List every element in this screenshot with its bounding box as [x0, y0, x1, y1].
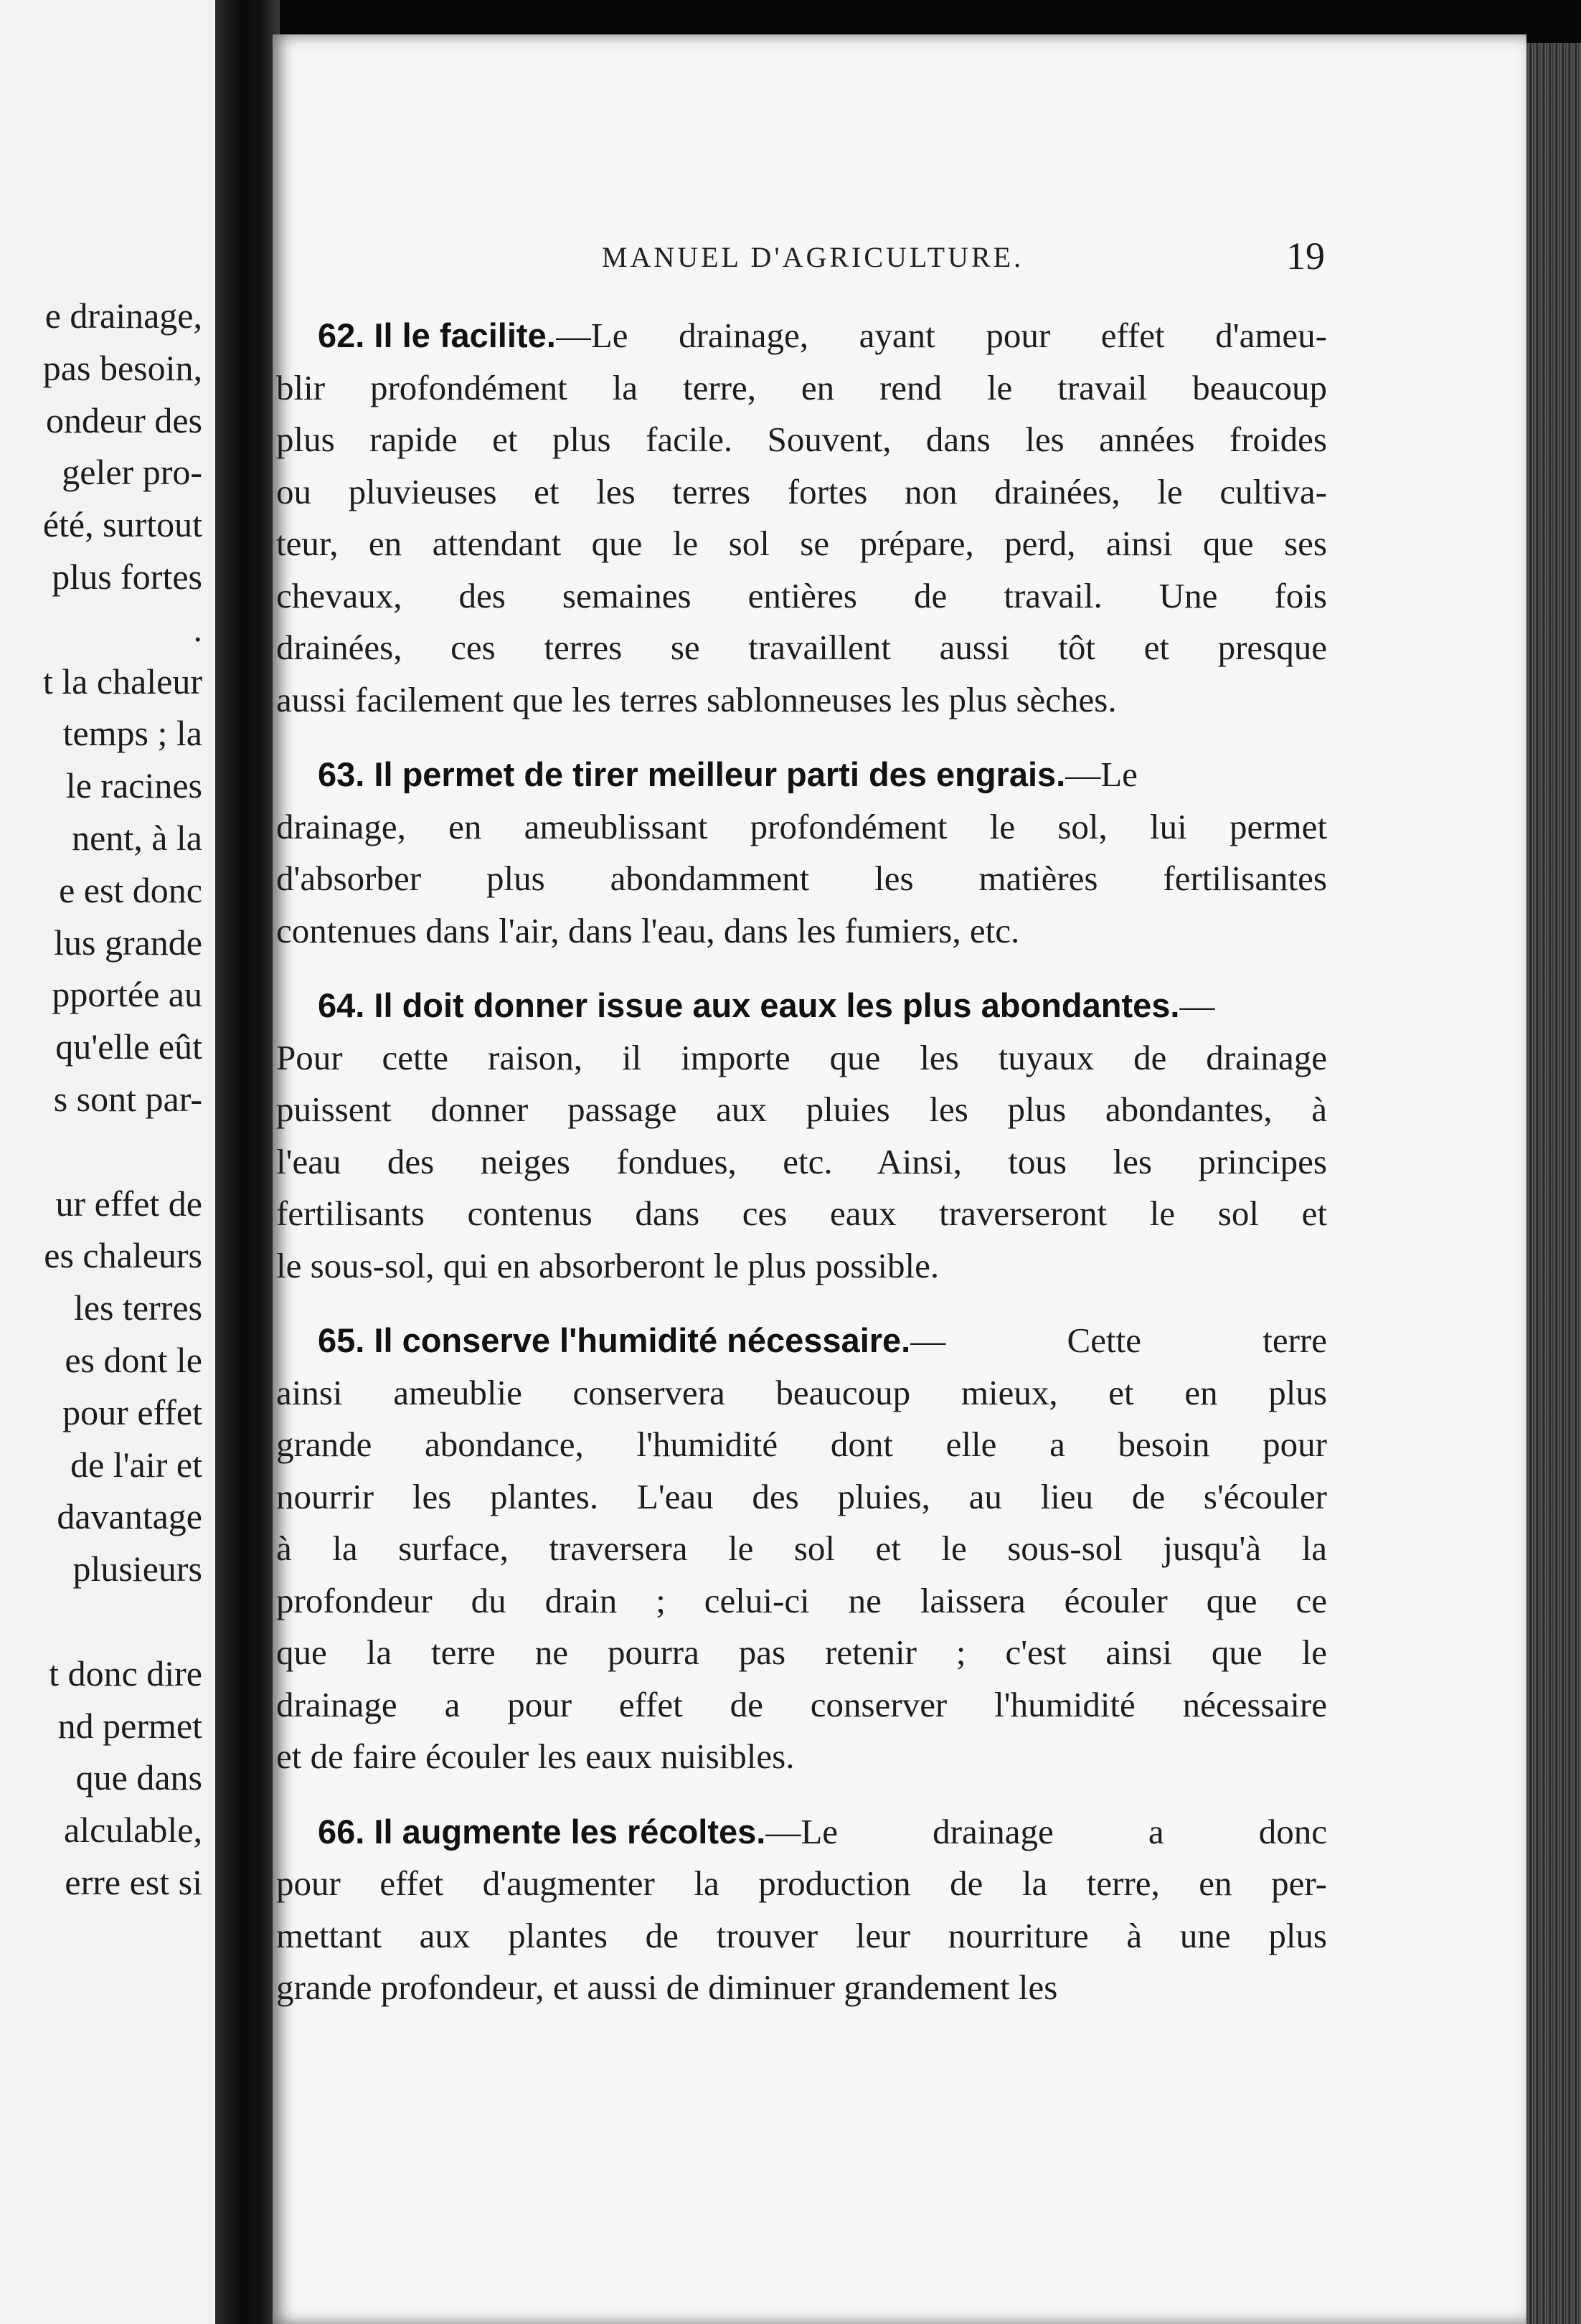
text-line: [276, 1858, 1327, 1910]
text-run: —Le drainage, ayant pour effet d'ameu-: [555, 316, 1327, 355]
text-line: [276, 466, 1327, 519]
section-heading: 66. Il augmente les récoltes.: [318, 1812, 766, 1851]
text-line: [276, 1367, 1327, 1420]
text-run: mettant aux plantes de trouver leur nourriture à une plus: [276, 1915, 1327, 1955]
paragraph-first-line: [276, 980, 1327, 1032]
paragraph: [276, 980, 1327, 1292]
left-page-fragment: [0, 0, 215, 2324]
section-heading: 62. Il le facilite.: [318, 316, 556, 354]
text-run: nourrir les plantes. L'eau des pluies, au lieu de s'écouler: [276, 1476, 1327, 1516]
paragraph-first-line: [276, 310, 1327, 362]
left-page-line: été, surtout: [42, 504, 202, 545]
text-line: [276, 518, 1327, 570]
text-line: [276, 622, 1327, 674]
text-run: drainage, en ameublissant profondément le sol, lui permet: [276, 806, 1327, 846]
text-line: [276, 1962, 1327, 2014]
paragraph: [276, 1315, 1327, 1783]
text-line: [276, 414, 1327, 466]
paragraph: [276, 749, 1327, 957]
body-text: [276, 310, 1327, 2037]
text-line: [276, 1731, 1327, 1783]
left-page-line: es chaleurs: [44, 1235, 202, 1276]
text-line: [276, 1679, 1327, 1732]
left-page-line: plus fortes: [52, 557, 202, 597]
left-page-line: pas besoin,: [42, 347, 202, 388]
left-page-line: alculable,: [64, 1810, 202, 1851]
left-page-line: t la chaleur: [42, 661, 202, 702]
text-line: [276, 674, 1327, 727]
text-line: [276, 801, 1327, 854]
left-page-line: le racines: [65, 765, 202, 806]
left-page-line: pour effet: [62, 1392, 202, 1432]
text-line: [276, 1240, 1327, 1293]
text-line: [276, 1471, 1327, 1524]
text-line: [276, 362, 1327, 415]
text-line: [276, 1032, 1327, 1085]
text-run: d'absorber plus abondamment les matières fertilisantes: [276, 859, 1327, 898]
left-page-line: e est donc: [59, 869, 202, 910]
text-run: grande abondance, l'humidité dont elle a besoin pour: [276, 1425, 1327, 1464]
text-run: fertilisants contenus dans ces eaux traverseront le sol et: [276, 1194, 1327, 1233]
text-run: l'eau des neiges fondues, etc. Ainsi, tous les principes: [276, 1141, 1327, 1181]
paragraph-first-line: [276, 1315, 1327, 1367]
text-run: Pour cette raison, il importe que les tuyaux de drainage: [276, 1037, 1327, 1077]
left-page-line: .: [193, 608, 202, 649]
text-line: [276, 570, 1327, 623]
section-heading: 65. Il conserve l'humidité nécessaire.: [318, 1321, 911, 1359]
left-page-line: que dans: [75, 1757, 202, 1798]
text-run: ainsi ameublie conservera beaucoup mieux, et en plus: [276, 1372, 1327, 1412]
text-run: — Cette terre: [910, 1321, 1327, 1360]
text-run: drainage a pour effet de conserver l'humidité nécessaire: [276, 1684, 1327, 1724]
text-run: grande profondeur, et aussi de diminuer grandement les: [276, 1968, 1058, 2007]
text-line: [276, 1523, 1327, 1575]
paragraph-first-line: [276, 1806, 1327, 1858]
text-run: teur, en attendant que le sol se prépare, perd, ainsi que ses: [276, 524, 1327, 563]
section-heading: 63. Il permet de tirer meilleur parti des engrais.: [318, 755, 1066, 793]
text-run: —Le drainage a donc: [765, 1811, 1327, 1851]
text-run: —: [1179, 986, 1215, 1025]
left-page-line: nd permet: [57, 1705, 202, 1746]
text-run: le sous-sol, qui en absorberont le plus possible.: [276, 1245, 940, 1285]
text-line: [276, 1136, 1327, 1189]
left-page-line: nent, à la: [72, 818, 202, 858]
text-run: que la terre ne pourra pas retenir ; c'est ainsi que le: [276, 1633, 1327, 1672]
left-page-line: ur effet de: [55, 1183, 202, 1224]
left-page-line: t donc dire: [49, 1653, 202, 1694]
book-gutter: [215, 0, 280, 2324]
text-line: [276, 1084, 1327, 1136]
text-run: chevaux, des semaines entières de travail. Une fois: [276, 575, 1327, 615]
left-page-line: les terres: [73, 1288, 202, 1328]
left-page-line: de l'air et: [70, 1444, 202, 1485]
text-run: drainées, ces terres se travaillent aussi tôt et presque: [276, 628, 1327, 667]
text-run: puissent donner passage aux pluies les plus abondantes, à: [276, 1090, 1327, 1129]
paragraph: [276, 1806, 1327, 2014]
text-line: [276, 1575, 1327, 1628]
left-page-line: ondeur des: [46, 400, 202, 440]
section-heading: 64. Il doit donner issue aux eaux les plus abondantes.: [318, 986, 1180, 1024]
paragraph-first-line: [276, 749, 1327, 801]
left-page-line: plusieurs: [72, 1549, 202, 1590]
text-line: [276, 1627, 1327, 1679]
left-page-line: temps ; la: [62, 713, 202, 754]
left-page-line: pportée au: [52, 974, 202, 1015]
left-page-line: lus grande: [54, 922, 202, 963]
text-run: blir profondément la terre, en rend le travail beaucoup: [276, 367, 1327, 407]
left-page-line: davantage: [57, 1496, 202, 1537]
left-page-line: es dont le: [65, 1340, 202, 1380]
paragraph: [276, 310, 1327, 726]
text-run: ou pluvieuses et les terres fortes non drainées, le cultiva-: [276, 471, 1327, 511]
left-page-line: e drainage,: [44, 296, 202, 336]
left-page-line: geler pro-: [62, 452, 202, 493]
text-run: et de faire écouler les eaux nuisibles.: [276, 1737, 795, 1776]
text-line: [276, 853, 1327, 905]
left-page-line: s sont par-: [53, 1079, 202, 1119]
left-page-line: erre est si: [65, 1862, 202, 1902]
text-run: —Le: [1065, 755, 1138, 794]
running-head: MANUEL D'AGRICULTURE.: [601, 241, 1024, 273]
page-number: 19: [1286, 235, 1325, 278]
text-run: plus rapide et plus facile. Souvent, dans les années froides: [276, 420, 1327, 459]
text-line: [276, 1910, 1327, 1962]
text-run: à la surface, traversera le sol et le sous-sol jusqu'à la: [276, 1529, 1327, 1568]
text-run: pour effet d'augmenter la production de la terre, en per-: [276, 1864, 1327, 1903]
left-page-line: qu'elle eût: [55, 1026, 202, 1067]
text-run: contenues dans l'air, dans l'eau, dans les fumiers, etc.: [276, 910, 1020, 950]
text-run: aussi facilement que les terres sablonneuses les plus sèches.: [276, 679, 1117, 719]
text-line: [276, 905, 1327, 958]
text-line: [276, 1188, 1327, 1240]
page-edge: [1526, 43, 1581, 2324]
text-run: profondeur du drain ; celui-ci ne laissera écouler que ce: [276, 1580, 1327, 1620]
text-line: [276, 1419, 1327, 1471]
